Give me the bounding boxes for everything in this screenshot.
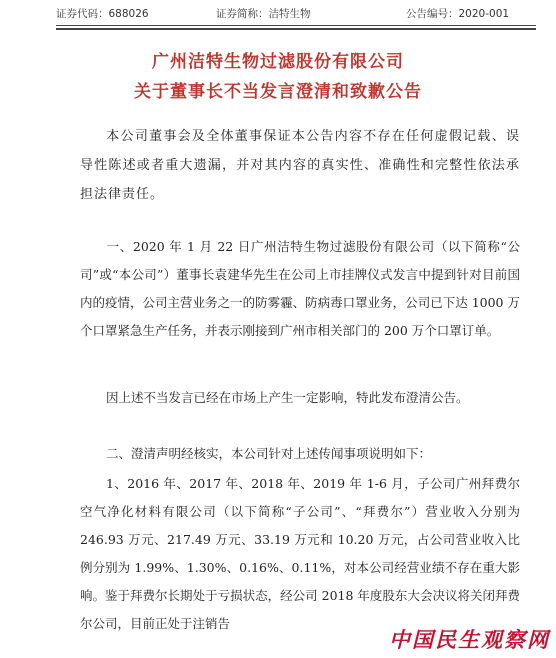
paragraph-1: [80, 233, 520, 345]
paragraph-4-text: 1、2016 年、2017 年、2018 年、2019 年 1-6 月，子公司广州拜费尔空气净化材料有限公司（以下简称“子公司”、“拜费尔”）营业收入分别为 246.93 万元、217.49 万元、33.19 万元和 10.20 万元，占公司营业收入比例分别为 1.99%、1.30%、0.16%、0.11%，对本公司经营业绩不存在重大影响。鉴于拜费尔长期处于亏损状态，经公司 2018 年度股东大会决议将关闭拜费尔公司，目前正处于注销告: [80, 476, 520, 631]
paragraph-1-text: 一、2020 年 1 月 22 日广州洁特生物过滤股份有限公司（以下简称“公司”或“本公司”）董事长袁建华先生在公司上市挂牌仪式发言中提到针对目前国内的疫情，公司主营业务之一的防雾霾、防病毒口罩业务，公司已下达 1000 万个口罩紧急生产任务，并表示刚接到广州市相关部门的 200 万个口罩订单。: [80, 239, 520, 338]
paragraph-2: [80, 384, 520, 412]
paragraph-4: [80, 470, 520, 638]
stock-abbr: 证券简称：洁特生物: [216, 8, 311, 20]
disclaimer-paragraph: [80, 122, 520, 209]
paragraph-2-text: 因上述不当发言已经在市场上产生一定影响，特此发布澄清公告。: [106, 390, 469, 405]
header-divider-thick: [56, 28, 536, 30]
disclaimer-text: 本公司董事会及全体董事保证本公告内容不存在任何虚假记载、误导性陈述或者重大遗漏，并对其内容的真实性、准确性和完整性依法承担法律责任。: [80, 129, 520, 202]
site-watermark: 中国民生观察网: [389, 627, 550, 652]
paragraph-3: [80, 440, 520, 468]
paragraph-3-text: 二、澄清声明经核实，本公司针对上述传闻事项说明如下：: [106, 446, 432, 461]
notice-number: 公告编号：2020-001: [406, 8, 510, 20]
stock-code: 证券代码：688026: [56, 8, 149, 20]
company-title: 广州洁特生物过滤股份有限公司: [152, 52, 404, 72]
header-divider: [56, 25, 536, 26]
announcement-header: [56, 6, 536, 21]
announcement-title: 关于董事长不当发言澄清和致歉公告: [134, 82, 422, 102]
